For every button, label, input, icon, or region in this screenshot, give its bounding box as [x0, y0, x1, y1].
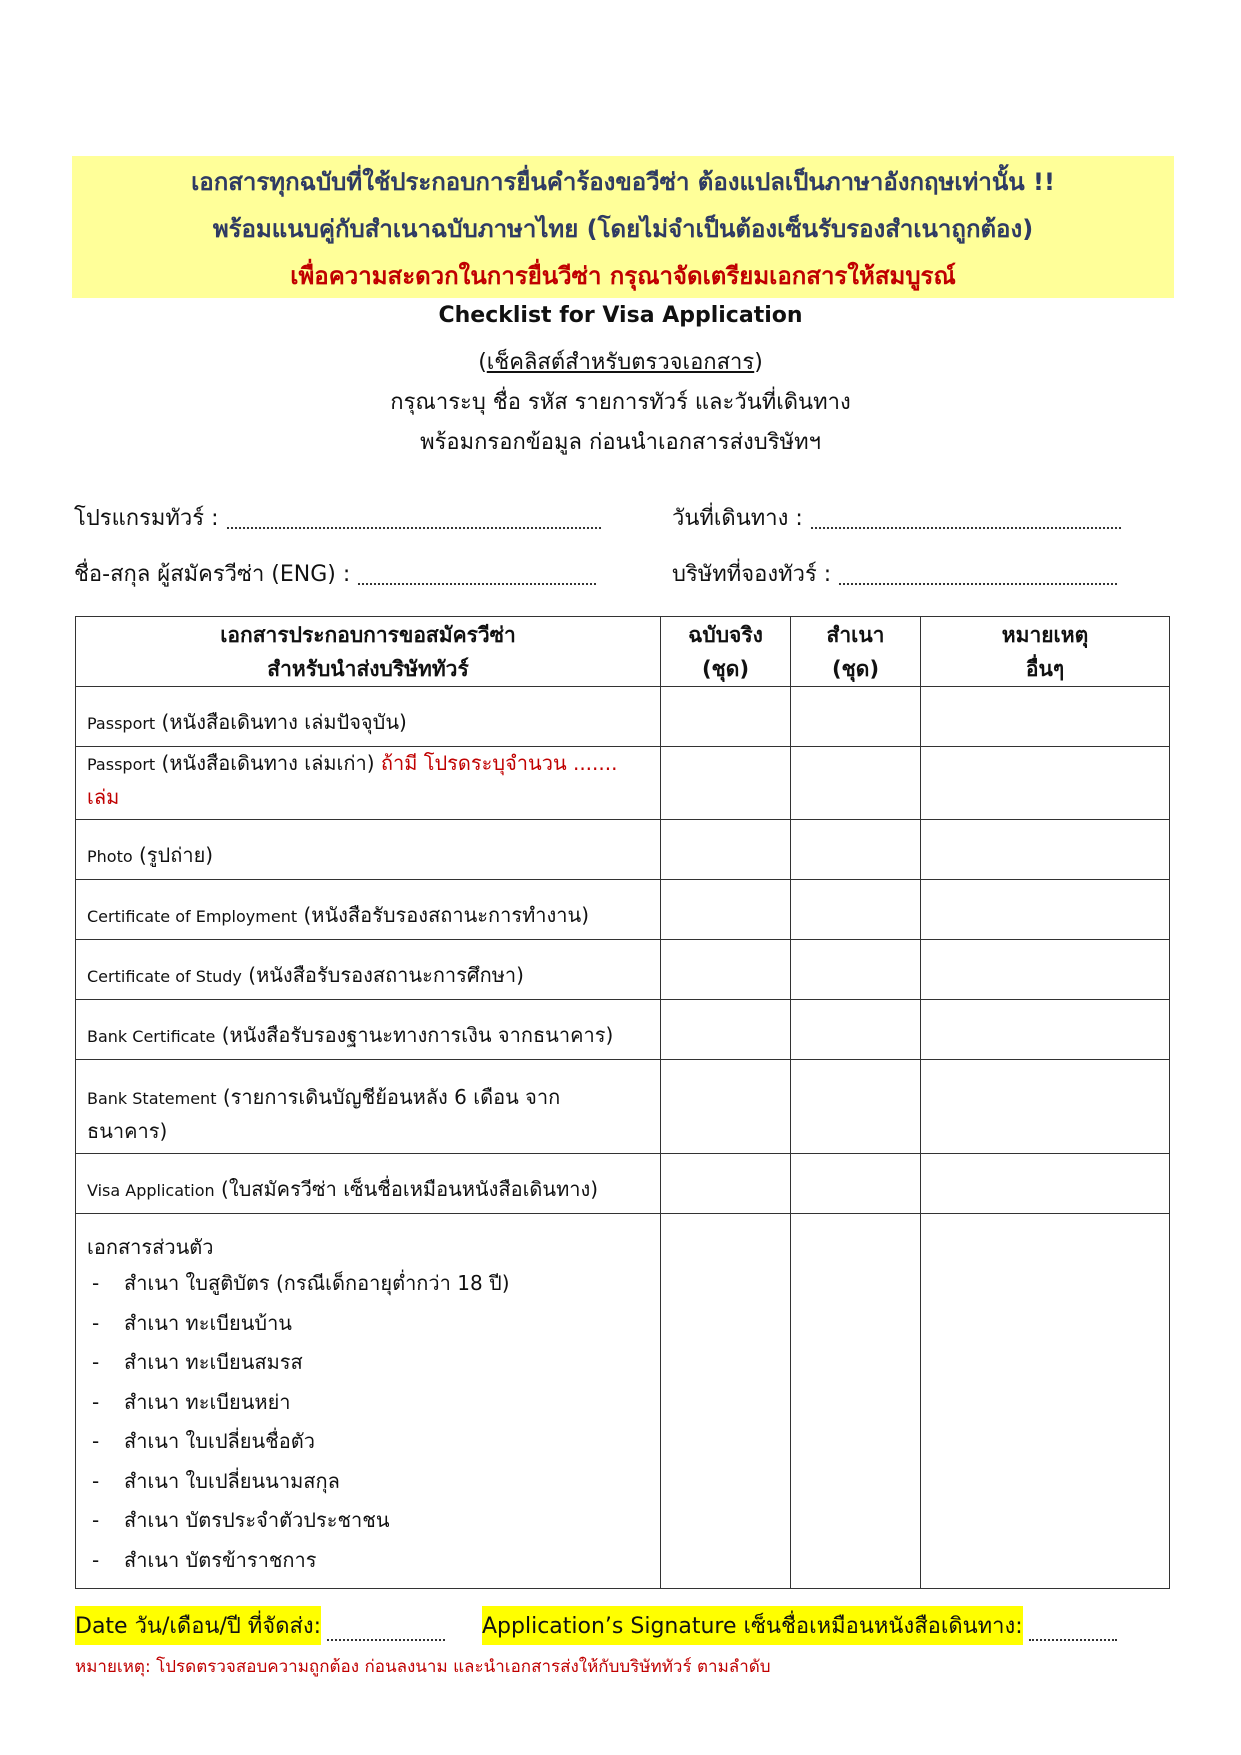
- header-copy: [791, 617, 921, 687]
- booking-company-label: บริษัทที่จองทัวร์ :: [672, 562, 832, 587]
- table-row: [76, 820, 1170, 880]
- list-dash: -: [92, 1271, 100, 1295]
- list-dash: -: [92, 1547, 100, 1572]
- notice-line-3: เพื่อความสะดวกในการยื่นวีซ่า กรุณาจัดเตรียมเอกสารให้สมบูรณ์: [290, 262, 956, 290]
- item-th: (รายการเดินบัญชีย้อนหลัง 6 เดือน จาก: [216, 1085, 561, 1109]
- original-cell[interactable]: [661, 1154, 791, 1214]
- header-remarks-line-2: อื่นๆ: [1025, 656, 1065, 681]
- header-remarks-line-1: หมายเหตุ: [1001, 622, 1089, 647]
- table-row: [76, 1000, 1170, 1060]
- item-en: Photo: [87, 847, 133, 866]
- copy-cell[interactable]: [791, 687, 921, 747]
- tour-program-label: โปรแกรมทัวร์ :: [74, 506, 219, 531]
- row-photo: [76, 820, 661, 880]
- row-bank-certificate: [76, 1000, 661, 1060]
- footer-note: หมายเหตุ: โปรดตรวจสอบความถูกต้อง ก่อนลงนาม และนำเอกสารส่งให้กับบริษัททัวร์ ตามลำดับ: [75, 1657, 771, 1677]
- list-item-text: สำเนา ใบเปลี่ยนชื่อตัว: [124, 1429, 315, 1453]
- remarks-cell[interactable]: [921, 687, 1170, 747]
- item-en: Certificate of Employment: [87, 907, 298, 926]
- original-cell[interactable]: [661, 940, 791, 1000]
- header-original-line-1: ฉบับจริง: [688, 622, 763, 647]
- item-en: Certificate of Study: [87, 967, 242, 986]
- remarks-cell[interactable]: [921, 1154, 1170, 1214]
- subtitle-text: เช็คลิสต์สำหรับตรวจเอกสาร: [486, 350, 755, 375]
- list-item: [87, 1306, 650, 1346]
- document-checklist-table: [75, 616, 1170, 1589]
- signature-blank[interactable]: [1029, 1639, 1117, 1641]
- item-en: Bank Certificate: [87, 1027, 216, 1046]
- list-item-text: สำเนา บัตรประจำตัวประชาชน: [124, 1508, 390, 1532]
- original-cell[interactable]: [661, 820, 791, 880]
- remarks-cell[interactable]: [921, 747, 1170, 820]
- remarks-cell[interactable]: [921, 880, 1170, 940]
- item-th-continued: ธนาคาร): [87, 1119, 168, 1143]
- subtitle-open-paren: (: [478, 350, 487, 375]
- item-en: Passport: [87, 714, 156, 733]
- page-title: Checklist for Visa Application: [438, 303, 803, 328]
- instruction-line-2: พร้อมกรอกข้อมูล ก่อนนำเอกสารส่งบริษัทฯ: [420, 430, 821, 455]
- item-th: (หนังสือรับรองฐานะทางการเงิน จากธนาคาร): [215, 1023, 614, 1047]
- personal-documents-heading: เอกสารส่วนตัว: [87, 1235, 214, 1259]
- header-documents-line-2: สำหรับนำส่งบริษัททัวร์: [267, 656, 469, 681]
- copy-cell[interactable]: [791, 1060, 921, 1154]
- item-th: (รูปถ่าย): [132, 843, 214, 867]
- list-item: [87, 1464, 650, 1504]
- row-certificate-study: [76, 940, 661, 1000]
- applicant-name-blank[interactable]: [358, 582, 596, 585]
- header-copy-line-2: (ชุด): [831, 656, 880, 681]
- item-note: ถ้ามี โปรดระบุจำนวน ....... เล่ม: [87, 751, 618, 809]
- signature-field: [482, 1609, 1117, 1645]
- header-copy-line-1: สำเนา: [826, 622, 885, 647]
- original-cell[interactable]: [661, 1000, 791, 1060]
- booking-company-field: [672, 556, 1117, 591]
- table-row: [76, 687, 1170, 747]
- list-item: [87, 1543, 650, 1583]
- item-th: (ใบสมัครวีซ่า เซ็นชื่อเหมือนหนังสือเดินทาง): [214, 1177, 599, 1201]
- applicant-name-field: [74, 556, 596, 591]
- header-original: [661, 617, 791, 687]
- list-item: [87, 1266, 650, 1306]
- list-dash: -: [92, 1468, 100, 1493]
- item-th: (หนังสือรับรองสถานะการศึกษา): [241, 963, 524, 987]
- header-original-line-2: (ชุด): [701, 656, 750, 681]
- list-item-text: สำเนา ใบเปลี่ยนนามสกุล: [124, 1468, 340, 1493]
- table-header-row: [76, 617, 1170, 687]
- list-item-text: สำเนา ทะเบียนบ้าน: [124, 1310, 292, 1335]
- travel-date-blank[interactable]: [811, 526, 1121, 529]
- date-label: Date วัน/เดือน/ปี ที่จัดส่ง:: [75, 1606, 321, 1645]
- table-row: [76, 940, 1170, 1000]
- personal-documents-list: [87, 1266, 650, 1582]
- row-passport-current: [76, 687, 661, 747]
- copy-cell[interactable]: [791, 1154, 921, 1214]
- table-row: [76, 880, 1170, 940]
- page-subtitle: [0, 344, 1241, 379]
- travel-date-label: วันที่เดินทาง :: [672, 506, 803, 531]
- item-en: Visa Application: [87, 1181, 215, 1200]
- list-dash: -: [92, 1508, 100, 1532]
- list-item-text: สำเนา ใบสูติบัตร (กรณีเด็กอายุต่ำกว่า 18 ปี): [124, 1271, 510, 1295]
- table-row: [76, 1060, 1170, 1154]
- list-item: [87, 1424, 650, 1464]
- header-documents: [76, 617, 661, 687]
- notice-line-1: เอกสารทุกฉบับที่ใช้ประกอบการยื่นคำร้องขอวีซ่า ต้องแปลเป็นภาษาอังกฤษเท่านั้น !!: [191, 168, 1055, 196]
- item-th: (หนังสือรับรองสถานะการทำงาน): [297, 903, 589, 927]
- list-item: [87, 1385, 650, 1425]
- header-documents-line-1: เอกสารประกอบการขอสมัครวีซ่า: [220, 622, 516, 647]
- item-en: Passport: [87, 755, 156, 774]
- remarks-cell[interactable]: [921, 1060, 1170, 1154]
- row-certificate-employment: [76, 880, 661, 940]
- tour-program-field: [74, 500, 601, 535]
- original-cell[interactable]: [661, 880, 791, 940]
- copy-cell[interactable]: [791, 880, 921, 940]
- instruction-line-1: กรุณาระบุ ชื่อ รหัส รายการทัวร์ และวันที่เดินทาง: [390, 390, 851, 415]
- date-blank[interactable]: [327, 1639, 445, 1641]
- notice-line-2: พร้อมแนบคู่กับสำเนาฉบับภาษาไทย (โดยไม่จำเป็นต้องเซ็นรับรองสำเนาถูกต้อง): [212, 215, 1034, 243]
- list-dash: -: [92, 1429, 100, 1453]
- row-personal-documents: [76, 1214, 661, 1589]
- header-remarks: [921, 617, 1170, 687]
- original-cell[interactable]: [661, 747, 791, 820]
- list-item-text: สำเนา ทะเบียนหย่า: [124, 1389, 291, 1414]
- table-row: [76, 1154, 1170, 1214]
- item-en: Bank Statement: [87, 1089, 217, 1108]
- list-item: [87, 1345, 650, 1385]
- original-cell[interactable]: [661, 687, 791, 747]
- list-dash: -: [92, 1389, 100, 1414]
- booking-company-blank[interactable]: [839, 582, 1117, 585]
- original-cell[interactable]: [661, 1214, 791, 1589]
- item-th: (หนังสือเดินทาง เล่มเก่า): [155, 751, 381, 775]
- original-cell[interactable]: [661, 1060, 791, 1154]
- travel-date-field: [672, 500, 1121, 535]
- table-row: [76, 1214, 1170, 1589]
- copy-cell[interactable]: [791, 940, 921, 1000]
- table-row: [76, 747, 1170, 820]
- copy-cell[interactable]: [791, 820, 921, 880]
- list-dash: -: [92, 1350, 100, 1374]
- copy-cell[interactable]: [791, 1000, 921, 1060]
- applicant-name-label: ชื่อ-สกุล ผู้สมัครวีซ่า (ENG) :: [74, 562, 351, 587]
- list-item-text: สำเนา ทะเบียนสมรส: [124, 1350, 303, 1374]
- list-item-text: สำเนา บัตรข้าราชการ: [124, 1547, 317, 1572]
- remarks-cell[interactable]: [921, 1000, 1170, 1060]
- signature-label: Application’s Signature เซ็นชื่อเหมือนหนังสือเดินทาง:: [482, 1606, 1023, 1645]
- date-field: [75, 1609, 445, 1645]
- notice-banner: [72, 156, 1174, 298]
- copy-cell[interactable]: [791, 1214, 921, 1589]
- row-visa-application: [76, 1154, 661, 1214]
- tour-program-blank[interactable]: [227, 526, 601, 529]
- row-passport-old: [76, 747, 661, 820]
- row-bank-statement: [76, 1060, 661, 1154]
- remarks-cell[interactable]: [921, 820, 1170, 880]
- list-item: [87, 1503, 650, 1543]
- remarks-cell[interactable]: [921, 1214, 1170, 1589]
- list-dash: -: [92, 1310, 100, 1335]
- item-th: (หนังสือเดินทาง เล่มปัจจุบัน): [155, 710, 407, 734]
- copy-cell[interactable]: [791, 747, 921, 820]
- remarks-cell[interactable]: [921, 940, 1170, 1000]
- subtitle-close-paren: ): [754, 350, 763, 375]
